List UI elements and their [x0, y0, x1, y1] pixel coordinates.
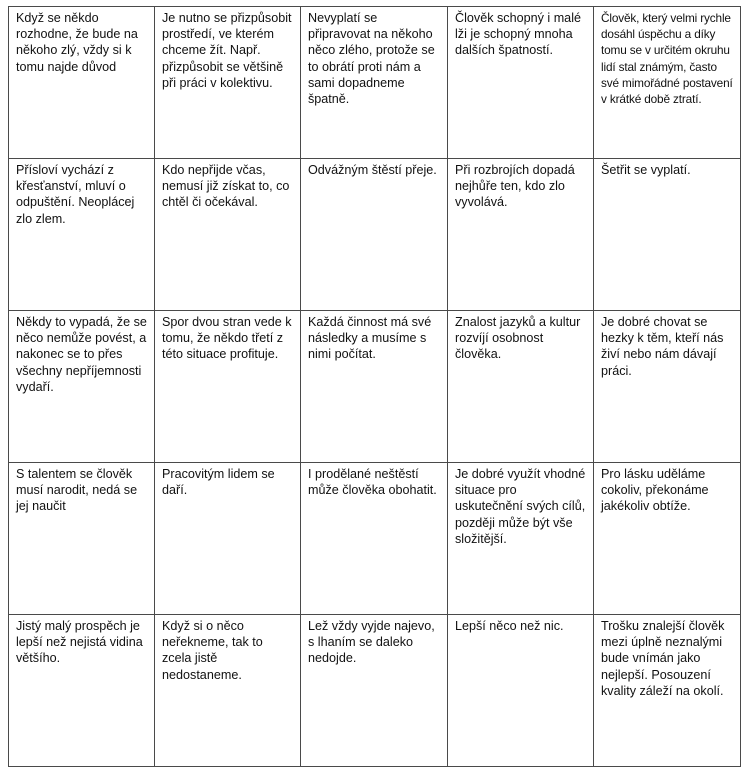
table-row: [9, 159, 741, 311]
table-cell: Nevyplatí se připravovat na někoho něco zlého, protože se to obrátí proti nám a sami dopadneme špatně.: [301, 7, 448, 159]
table-row: [9, 7, 741, 159]
table-cell: Při rozbrojích dopadá nejhůře ten, kdo zlo vyvolává.: [448, 159, 594, 311]
table-cell: Přísloví vychází z křesťanství, mluví o odpuštění. Neoplácej zlo zlem.: [9, 159, 155, 311]
table-cell: Lež vždy vyjde najevo, s lhaním se daleko nedojde.: [301, 615, 448, 767]
table-row: [9, 463, 741, 615]
table-cell: Znalost jazyků a kultur rozvíjí osobnost člověka.: [448, 311, 594, 463]
table-cell: Lepší něco než nic.: [448, 615, 594, 767]
table-cell: Někdy to vypadá, že se něco nemůže povést, a nakonec se to přes všechny nepříjemnosti vydaří.: [9, 311, 155, 463]
table-cell: Pro lásku uděláme cokoliv, překonáme jakékoliv obtíže.: [594, 463, 741, 615]
table-cell: Odvážným štěstí přeje.: [301, 159, 448, 311]
table-cell: S talentem se člověk musí narodit, nedá se jej naučit: [9, 463, 155, 615]
table-cell: Spor dvou stran vede k tomu, že někdo třetí z této situace profituje.: [155, 311, 301, 463]
table-cell: Je nutno se přizpůsobit prostředí, ve kterém chceme žít. Např. přizpůsobit se většině při práci v kolektivu.: [155, 7, 301, 159]
table-cell: Když si o něco neřekneme, tak to zcela jistě nedostaneme.: [155, 615, 301, 767]
table-cell: Každá činnost má své následky a musíme s nimi počítat.: [301, 311, 448, 463]
table-cell: Je dobré využít vhodné situace pro uskutečnění svých cílů, později může být vše složitější.: [448, 463, 594, 615]
table-cell: Trošku znalejší člověk mezi úplně neznalými bude vnímán jako nejlepší. Posouzení kvality záleží na okolí.: [594, 615, 741, 767]
table-cell: Člověk schopný i malé lži je schopný mnoha dalších špatností.: [448, 7, 594, 159]
proverb-meaning-table: [8, 6, 741, 767]
table-row: [9, 311, 741, 463]
table-cell: Člověk, který velmi rychle dosáhl úspěchu a díky tomu se v určitém okruhu lidí stal známým, často své mimořádné postavení v krátké době ztratí.: [594, 7, 741, 159]
table-body: [9, 7, 741, 767]
table-cell: Jistý malý prospěch je lepší než nejistá vidina většího.: [9, 615, 155, 767]
table-cell: Je dobré chovat se hezky k těm, kteří nás živí nebo nám dávají práci.: [594, 311, 741, 463]
table-cell: Pracovitým lidem se daří.: [155, 463, 301, 615]
table-row: [9, 615, 741, 767]
table-cell: I prodělané neštěstí může člověka obohatit.: [301, 463, 448, 615]
table-cell: Šetřit se vyplatí.: [594, 159, 741, 311]
table-cell: Kdo nepřijde včas, nemusí již získat to, co chtěl či očekával.: [155, 159, 301, 311]
table-cell: Když se někdo rozhodne, že bude na někoho zlý, vždy si k tomu najde důvod: [9, 7, 155, 159]
